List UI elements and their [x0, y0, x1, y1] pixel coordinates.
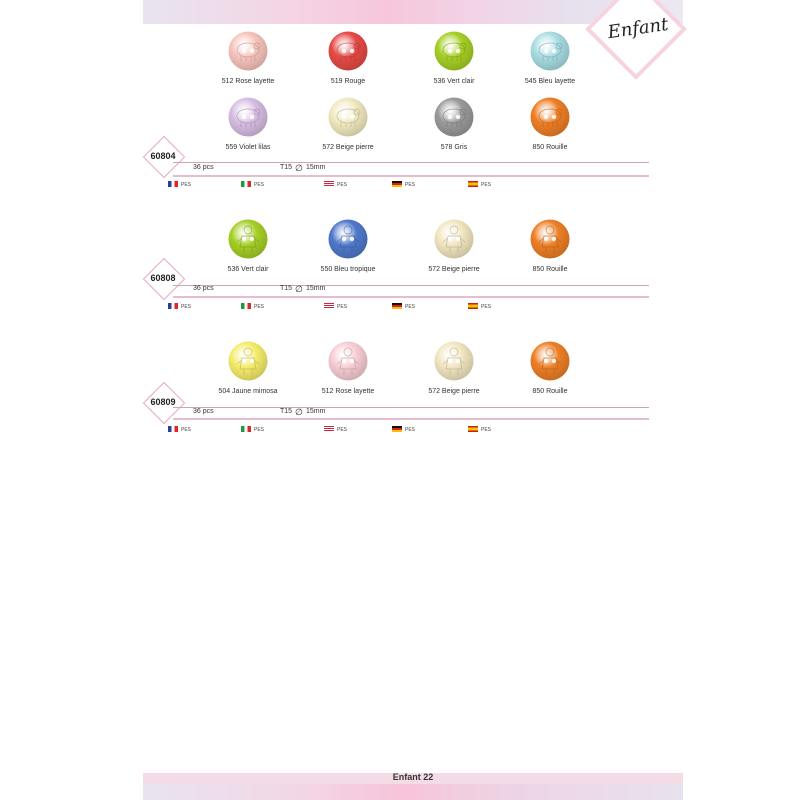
pieces-count: 36 pcs	[193, 408, 214, 415]
diameter-icon: ∅	[295, 284, 303, 294]
material-label: PES	[405, 427, 416, 433]
button-swatch[interactable]	[530, 97, 570, 137]
button-size: T15	[280, 408, 293, 415]
button-swatch[interactable]	[434, 341, 474, 381]
button-swatch[interactable]	[328, 31, 368, 71]
catalog-page	[143, 0, 683, 800]
button-color-label: 850 Rouille	[532, 266, 568, 273]
button-swatch[interactable]	[530, 219, 570, 259]
spec-divider	[173, 407, 649, 408]
it-flag-icon	[241, 303, 251, 309]
us-flag-icon	[324, 181, 334, 187]
material-label: PES	[254, 304, 265, 310]
button-color-label: 572 Beige pierre	[322, 144, 374, 151]
doll-icon	[228, 219, 268, 259]
button-swatch[interactable]	[228, 341, 268, 381]
button-color-label: 572 Beige pierre	[428, 388, 480, 395]
button-color-label: 536 Vert clair	[227, 266, 269, 273]
sheep-icon	[434, 97, 474, 137]
button-swatch[interactable]	[434, 97, 474, 137]
sheep-icon	[228, 31, 268, 71]
material-label: PES	[481, 304, 492, 310]
sheep-icon	[530, 31, 570, 71]
material-label: PES	[254, 182, 265, 188]
button-color-label: 578 Gris	[440, 144, 468, 151]
button-swatch[interactable]	[328, 341, 368, 381]
button-swatch[interactable]	[228, 219, 268, 259]
button-color-label: 536 Vert clair	[433, 78, 475, 85]
sheep-icon	[328, 31, 368, 71]
button-color-label: 559 Violet lilas	[225, 144, 271, 151]
de-flag-icon	[392, 426, 402, 432]
material-label: PES	[405, 304, 416, 310]
button-swatch[interactable]	[228, 97, 268, 137]
button-swatch[interactable]	[434, 31, 474, 71]
es-flag-icon	[468, 303, 478, 309]
material-label: PES	[181, 182, 192, 188]
button-swatch[interactable]	[328, 219, 368, 259]
material-label: PES	[337, 182, 348, 188]
reference-number: 60809	[150, 397, 176, 407]
doll-icon	[530, 341, 570, 381]
fr-flag-icon	[168, 426, 178, 432]
doll-icon	[328, 341, 368, 381]
material-label: PES	[181, 304, 192, 310]
de-flag-icon	[392, 303, 402, 309]
pieces-count: 36 pcs	[193, 164, 214, 171]
material-label: PES	[405, 182, 416, 188]
button-swatch[interactable]	[530, 341, 570, 381]
spec-divider	[173, 162, 649, 163]
es-flag-icon	[468, 426, 478, 432]
sheep-icon	[530, 97, 570, 137]
button-color-label: 519 Rouge	[330, 78, 366, 85]
button-color-label: 545 Bleu layette	[524, 78, 576, 85]
de-flag-icon	[392, 181, 402, 187]
material-label: PES	[181, 427, 192, 433]
button-swatch[interactable]	[328, 97, 368, 137]
doll-icon	[328, 219, 368, 259]
material-label: PES	[337, 304, 348, 310]
button-swatch[interactable]	[228, 31, 268, 71]
spec-divider	[173, 285, 649, 286]
button-color-label: 504 Jaune mimosa	[218, 388, 278, 395]
fr-flag-icon	[168, 303, 178, 309]
sheep-icon	[228, 97, 268, 137]
doll-icon	[434, 219, 474, 259]
spec-underline	[173, 418, 649, 420]
reference-number: 60804	[150, 151, 176, 161]
button-color-label: 512 Rose layette	[221, 78, 275, 85]
spec-underline	[173, 175, 649, 177]
button-swatch[interactable]	[530, 31, 570, 71]
us-flag-icon	[324, 303, 334, 309]
page-footer-label: Enfant 22	[392, 772, 434, 782]
button-color-label: 550 Bleu tropique	[320, 266, 376, 273]
doll-icon	[228, 341, 268, 381]
material-label: PES	[481, 182, 492, 188]
material-label: PES	[254, 427, 265, 433]
es-flag-icon	[468, 181, 478, 187]
button-color-label: 572 Beige pierre	[428, 266, 480, 273]
it-flag-icon	[241, 426, 251, 432]
pieces-count: 36 pcs	[193, 285, 214, 292]
reference-number: 60808	[150, 273, 176, 283]
us-flag-icon	[324, 426, 334, 432]
button-size: T15	[280, 164, 293, 171]
fr-flag-icon	[168, 181, 178, 187]
footer-banner	[143, 784, 683, 800]
button-color-label: 850 Rouille	[532, 144, 568, 151]
button-swatch[interactable]	[434, 219, 474, 259]
doll-icon	[434, 341, 474, 381]
button-color-label: 850 Rouille	[532, 388, 568, 395]
category-title: Enfant	[606, 13, 670, 44]
spec-underline	[173, 296, 649, 298]
button-diameter: 15mm	[306, 164, 326, 171]
it-flag-icon	[241, 181, 251, 187]
doll-icon	[530, 219, 570, 259]
button-diameter: 15mm	[306, 285, 326, 292]
sheep-icon	[434, 31, 474, 71]
material-label: PES	[481, 427, 492, 433]
button-size: T15	[280, 285, 293, 292]
diameter-icon: ∅	[295, 163, 303, 173]
material-label: PES	[337, 427, 348, 433]
button-diameter: 15mm	[306, 408, 326, 415]
diameter-icon: ∅	[295, 407, 303, 417]
button-color-label: 512 Rose layette	[321, 388, 375, 395]
sheep-icon	[328, 97, 368, 137]
